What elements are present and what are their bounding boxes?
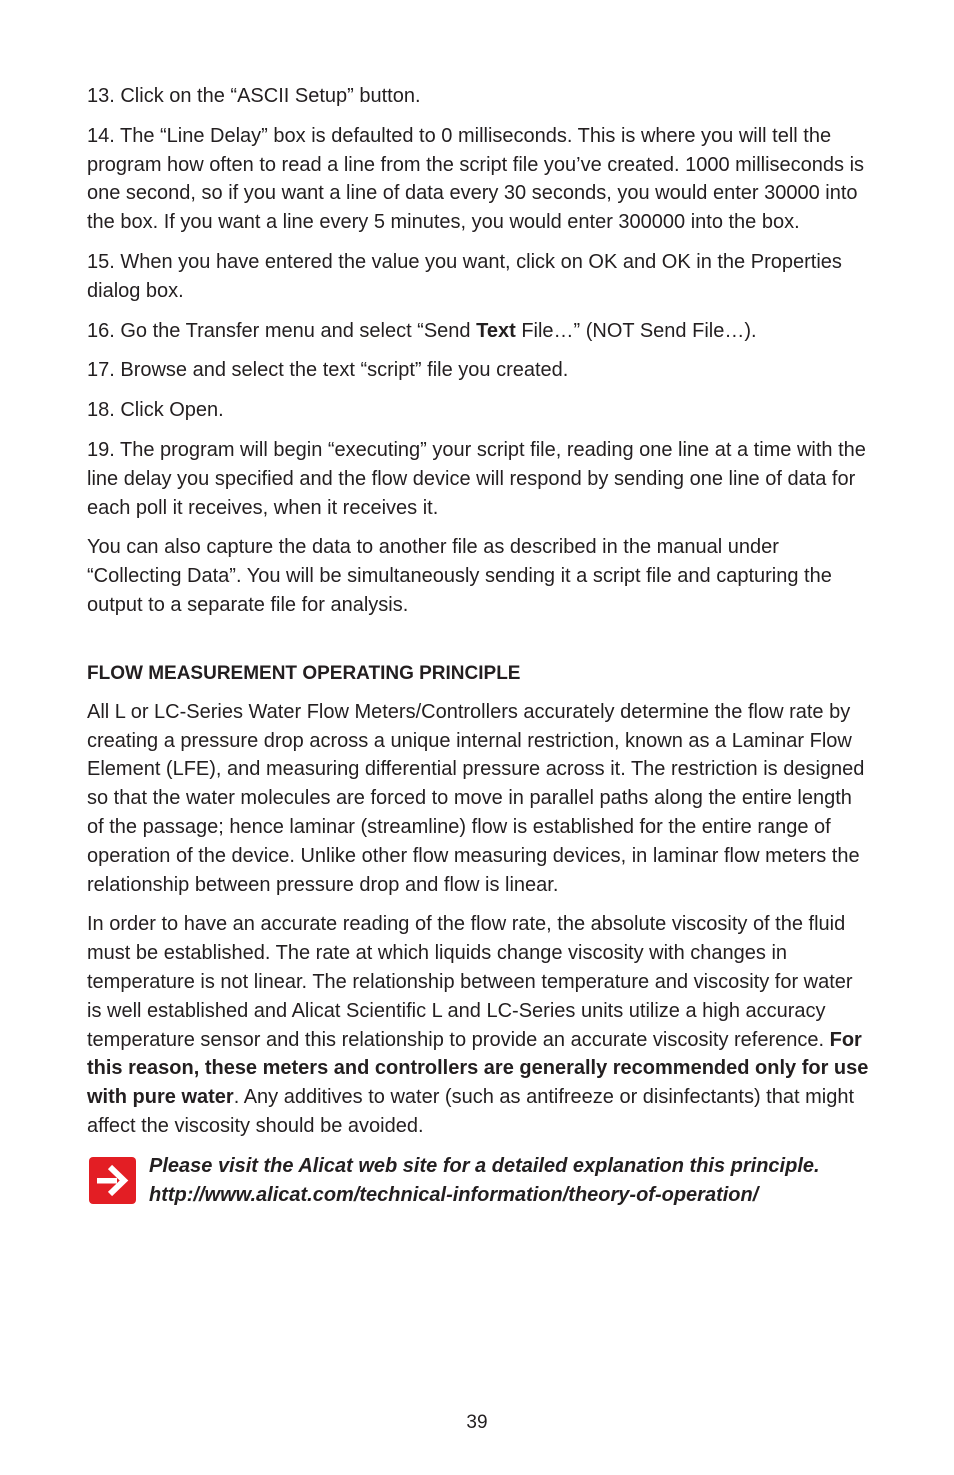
note-callout — [87, 1152, 872, 1212]
section-heading: FLOW MEASUREMENT OPERATING PRINCIPLE — [87, 662, 521, 684]
step-17: 17. Browse and select the text “script” file you created. — [87, 359, 569, 382]
step-15: 15. When you have entered the value you want, click on OK and OK in the Properties dialog box. — [87, 250, 842, 302]
page-content — [87, 82, 872, 1212]
step-16-text: 16. Go the Transfer menu and select “Send — [87, 319, 477, 342]
step-16-bold: Text — [476, 319, 516, 342]
viscosity-text: In order to have an accurate reading of the flow rate, the absolute viscosity of the fluid must be established. The rate at which liquids change viscosity with changes in temperature is not linear. The relationship between temperature and viscosity for water is well established and Alicat Scientific L and LC-Series units utilize a high accuracy temperature sensor and this relationship to provide an accurate viscosity reference. — [87, 913, 853, 1051]
note-text — [149, 1152, 872, 1210]
step-14: 14. The “Line Delay” box is defaulted to 0 milliseconds. This is where you will tell the program how often to read a line from the script file you’ve created. 1000 milliseconds is one second, so if you want a line of data every 30 seconds, you would enter 30000 into the box. If you want a line every 5 minutes, you would enter 300000 into the box. — [87, 124, 865, 234]
step-13: 13. Click on the “ASCII Setup” button. — [87, 85, 421, 107]
capture-paragraph: You can also capture the data to another file as described in the manual under “Collecting Data”. You will be simultaneously sending it a script file and capturing the output to a separate file for analysis. — [87, 536, 832, 616]
note-link[interactable]: http://www.alicat.com/technical-information/theory-of-operation/ — [149, 1183, 759, 1206]
viscosity-bold: For this reason, these meters and controllers are generally recommended only for use with pure water — [87, 1028, 869, 1109]
page-number: 39 — [466, 1412, 488, 1433]
step-19: 19. The program will begin “executing” your script file, reading one line at a time with the line delay you specified and the flow device will respond by sending one line of data for each poll it receives, when it receives it. — [87, 438, 866, 519]
step-18: 18. Click Open. — [87, 399, 224, 422]
step-16-tail: File…” (NOT Send File…). — [515, 319, 757, 342]
arrow-right-icon — [89, 1157, 136, 1204]
note-line-1: Please visit the Alicat web site for a detailed explanation this principle. — [149, 1154, 820, 1177]
principle-paragraph: All L or LC-Series Water Flow Meters/Controllers accurately determine the flow rate by creating a pressure drop across a unique internal restriction, known as a Laminar Flow Element (LFE), and measuring differential pressure across it. The restriction is designed so that the water molecules are forced to move in parallel paths along the entire length of the passage; hence laminar (streamline) flow is established for the entire range of operation of the device. Unlike other flow measuring devices, in laminar flow meters the relationship between pressure drop and flow is linear. — [87, 700, 865, 896]
viscosity-tail: . Any additives to water (such as antifreeze or disinfectants) that might affect the viscosity should be avoided. — [87, 1086, 855, 1137]
viscosity-paragraph — [87, 910, 872, 1140]
step-16 — [87, 317, 872, 346]
